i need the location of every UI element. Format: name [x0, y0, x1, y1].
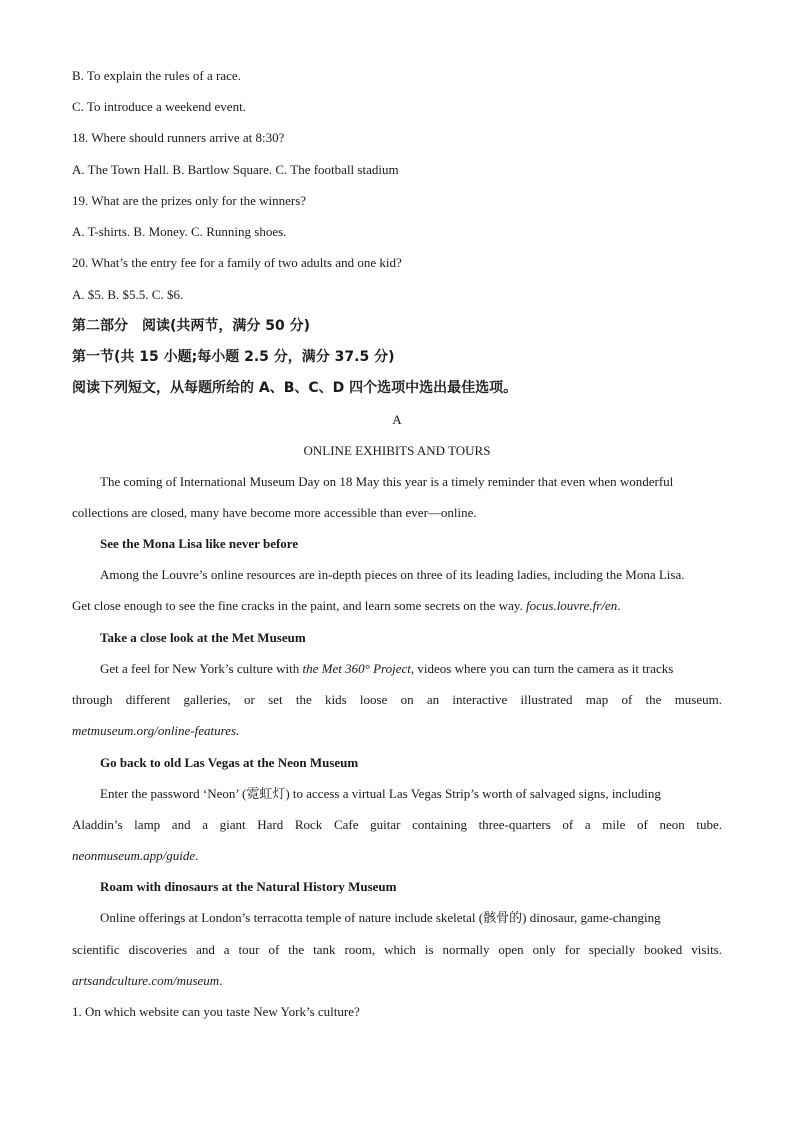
met-url: metmuseum.org/online-features. — [72, 723, 240, 738]
reading-instruction: 阅读下列短文，从每题所给的 A、B、C、D 四个选项中选出最佳选项。 — [72, 380, 518, 396]
intro-line-2: collections are closed, many have become more accessible than ever—online. — [72, 505, 477, 520]
part-two-heading: 第二部分 阅读(共两节，满分 50 分) — [72, 318, 311, 334]
options-19: A. T-shirts. B. Money. C. Running shoes. — [72, 224, 287, 239]
met-project-name: the Met 360° Project — [302, 661, 411, 676]
heading-neon: Go back to old Las Vegas at the Neon Museum — [100, 755, 359, 770]
question-19: 19. What are the prizes only for the winners? — [72, 193, 307, 208]
options-18: A. The Town Hall. B. Bartlow Square. C. The football stadium — [72, 162, 399, 177]
met-line-2: through different galleries, or set the kids loose on an interactive illustrated map of the museum. — [72, 692, 722, 707]
section-one-heading: 第一节(共 15 小题;每小题 2.5 分，满分 37.5 分) — [72, 349, 395, 365]
nhm-url-line — [72, 973, 722, 989]
louvre-line-1: Among the Louvre’s online resources are in-depth pieces on three of its leading ladies, including the Mona Lisa. — [100, 567, 685, 582]
question-1: 1. On which website can you taste New York’s culture? — [72, 1004, 360, 1019]
neon-url: neonmuseum.app/guide — [72, 848, 196, 863]
louvre-url: focus.louvre.fr/en — [526, 598, 618, 613]
passage-label: A — [392, 412, 402, 427]
heading-natural-history: Roam with dinosaurs at the Natural History Museum — [100, 879, 397, 894]
nhm-period: . — [219, 973, 223, 988]
intro-line-1: The coming of International Museum Day on 18 May this year is a timely reminder that even when wonderful — [100, 474, 674, 489]
neon-period: . — [195, 848, 199, 863]
neon-url-line — [72, 848, 722, 864]
question-18: 18. Where should runners arrive at 8:30? — [72, 130, 285, 145]
question-20: 20. What’s the entry fee for a family of two adults and one kid? — [72, 255, 402, 270]
option-line-17b: B. To explain the rules of a race. — [72, 68, 241, 83]
louvre-text: Get close enough to see the fine cracks in the paint, and learn some secrets on the way. — [72, 598, 523, 613]
met-line-1 — [100, 661, 722, 677]
option-line-17c: C. To introduce a weekend event. — [72, 99, 246, 114]
met-text-1: Get a feel for New York’s culture with — [100, 661, 300, 676]
louvre-line-2 — [72, 598, 722, 614]
neon-line-1: Enter the password ‘Neon’ (霓虹灯) to access a virtual Las Vegas Strip’s worth of salvaged signs, including — [100, 786, 661, 801]
heading-met: Take a close look at the Met Museum — [100, 630, 306, 645]
met-text-2: , videos where you can turn the camera as it tracks — [410, 661, 674, 676]
louvre-period: . — [617, 598, 621, 613]
nhm-line-2: scientific discoveries and a tour of the tank room, which is normally open only for specially booked visits. — [72, 942, 722, 957]
passage-title: ONLINE EXHIBITS AND TOURS — [303, 443, 491, 458]
nhm-line-1: Online offerings at London’s terracotta temple of nature include skeletal (骸骨的) dinosaur, game-changing — [100, 910, 661, 925]
neon-line-2: Aladdin’s lamp and a giant Hard Rock Cafe guitar containing three-quarters of a mile of neon tube. — [72, 817, 722, 832]
nhm-url: artsandculture.com/museum — [72, 973, 220, 988]
heading-mona-lisa: See the Mona Lisa like never before — [100, 536, 299, 551]
options-20: A. $5. B. $5.5. C. $6. — [72, 287, 184, 302]
